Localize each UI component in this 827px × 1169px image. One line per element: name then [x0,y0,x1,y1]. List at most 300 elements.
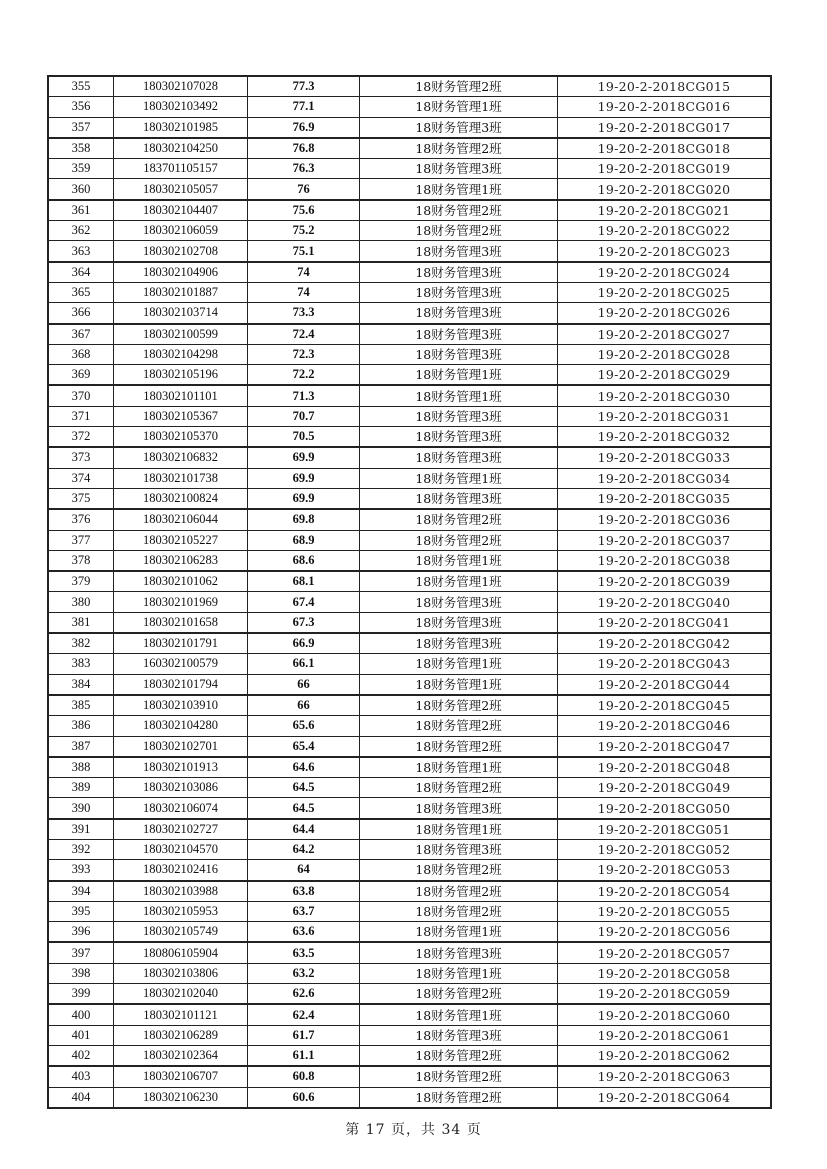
score-cell: 67.3 [248,612,360,633]
score-cell: 63.2 [248,963,360,983]
score-cell: 72.2 [248,365,360,386]
class-name-cell: 18财务管理3班 [360,159,558,179]
table-row [48,385,771,406]
class-name-cell: 18财务管理1班 [360,757,558,778]
score-cell: 64.4 [248,819,360,840]
student-id-cell: 180302105057 [114,179,248,200]
class-name-cell: 18财务管理2班 [360,509,558,530]
table-row [48,778,771,798]
score-cell: 77.3 [248,76,360,97]
class-name-cell: 18财务管理1班 [360,468,558,488]
class-name-cell: 18财务管理3班 [360,282,558,302]
score-cell: 69.8 [248,509,360,530]
student-id-cell: 180302102727 [114,819,248,840]
student-id-cell: 180302103806 [114,963,248,983]
class-name-cell: 18财务管理1班 [360,654,558,674]
row-number-cell: 365 [48,282,114,302]
score-cell: 75.6 [248,200,360,221]
score-cell: 71.3 [248,385,360,406]
score-cell: 76.8 [248,138,360,159]
table-row [48,138,771,159]
table-row [48,76,771,97]
row-number-cell: 382 [48,633,114,654]
record-code-cell: 19-20-2-2018CG016 [558,97,772,117]
student-id-cell: 180302105367 [114,406,248,426]
row-number-cell: 375 [48,488,114,509]
score-cell: 64.5 [248,798,360,819]
score-cell: 63.6 [248,922,360,943]
table-row [48,447,771,468]
score-cell: 61.7 [248,1025,360,1045]
row-number-cell: 379 [48,571,114,592]
row-number-cell: 360 [48,179,114,200]
class-name-cell: 18财务管理1班 [360,550,558,571]
student-id-cell: 180302103492 [114,97,248,117]
row-number-cell: 374 [48,468,114,488]
table-row [48,324,771,345]
student-id-cell: 180806105904 [114,942,248,963]
row-number-cell: 363 [48,241,114,262]
row-number-cell: 385 [48,695,114,716]
score-cell: 61.1 [248,1045,360,1066]
table-row [48,736,771,757]
score-cell: 75.2 [248,221,360,241]
class-name-cell: 18财务管理3班 [360,592,558,612]
row-number-cell: 367 [48,324,114,345]
student-id-cell: 180302101985 [114,117,248,138]
record-code-cell: 19-20-2-2018CG044 [558,674,772,695]
table-row [48,757,771,778]
table-row [48,344,771,364]
score-cell: 64.5 [248,778,360,798]
row-number-cell: 371 [48,406,114,426]
row-number-cell: 369 [48,365,114,386]
student-id-cell: 183701105157 [114,159,248,179]
class-name-cell: 18财务管理3班 [360,117,558,138]
table-row [48,200,771,221]
table-row [48,1066,771,1087]
score-cell: 68.6 [248,550,360,571]
class-name-cell: 18财务管理1班 [360,819,558,840]
table-row [48,901,771,921]
row-number-cell: 366 [48,303,114,324]
record-code-cell: 19-20-2-2018CG034 [558,468,772,488]
row-number-cell: 391 [48,819,114,840]
score-cell: 70.7 [248,406,360,426]
student-id-cell: 180302105953 [114,901,248,921]
class-name-cell: 18财务管理2班 [360,778,558,798]
class-name-cell: 18财务管理2班 [360,1066,558,1087]
row-number-cell: 380 [48,592,114,612]
table-row [48,942,771,963]
record-code-cell: 19-20-2-2018CG055 [558,901,772,921]
record-code-cell: 19-20-2-2018CG051 [558,819,772,840]
student-id-cell: 180302104570 [114,839,248,859]
score-cell: 70.5 [248,427,360,448]
page-number-footer: 第 17 页，共 34 页 [345,1122,482,1138]
student-id-cell: 180302105749 [114,922,248,943]
student-id-cell: 180302105370 [114,427,248,448]
row-number-cell: 357 [48,117,114,138]
row-number-cell: 384 [48,674,114,695]
student-id-cell: 180302104280 [114,716,248,736]
student-id-cell: 180302101887 [114,282,248,302]
table-row [48,241,771,262]
student-id-cell: 180302103714 [114,303,248,324]
record-code-cell: 19-20-2-2018CG040 [558,592,772,612]
row-number-cell: 377 [48,530,114,550]
row-number-cell: 389 [48,778,114,798]
table-row [48,798,771,819]
record-code-cell: 19-20-2-2018CG028 [558,344,772,364]
score-cell: 73.3 [248,303,360,324]
record-code-cell: 19-20-2-2018CG022 [558,221,772,241]
score-cell: 69.9 [248,488,360,509]
score-cell: 72.3 [248,344,360,364]
table-row [48,159,771,179]
score-cell: 66.1 [248,654,360,674]
table-row [48,654,771,674]
student-id-cell: 180302103988 [114,881,248,902]
class-name-cell: 18财务管理3班 [360,241,558,262]
score-cell: 66 [248,695,360,716]
score-cell: 67.4 [248,592,360,612]
student-id-cell: 180302105196 [114,365,248,386]
student-id-cell: 180302102364 [114,1045,248,1066]
row-number-cell: 402 [48,1045,114,1066]
score-cell: 64.6 [248,757,360,778]
record-code-cell: 19-20-2-2018CG061 [558,1025,772,1045]
student-id-cell: 180302106832 [114,447,248,468]
class-name-cell: 18财务管理2班 [360,984,558,1005]
table-row [48,674,771,695]
row-number-cell: 355 [48,76,114,97]
table-row [48,633,771,654]
student-id-cell: 180302102708 [114,241,248,262]
class-name-cell: 18财务管理3班 [360,324,558,345]
table-row [48,922,771,943]
student-id-cell: 180302101791 [114,633,248,654]
class-name-cell: 18财务管理3班 [360,1025,558,1045]
row-number-cell: 393 [48,860,114,881]
class-name-cell: 18财务管理2班 [360,221,558,241]
student-id-cell: 180302106059 [114,221,248,241]
score-cell: 63.7 [248,901,360,921]
class-name-cell: 18财务管理3班 [360,942,558,963]
student-id-cell: 180302106283 [114,550,248,571]
record-code-cell: 19-20-2-2018CG042 [558,633,772,654]
record-code-cell: 19-20-2-2018CG020 [558,179,772,200]
table-row [48,509,771,530]
score-cell: 65.6 [248,716,360,736]
class-name-cell: 18财务管理1班 [360,674,558,695]
row-number-cell: 356 [48,97,114,117]
class-name-cell: 18财务管理2班 [360,901,558,921]
record-code-cell: 19-20-2-2018CG045 [558,695,772,716]
student-id-cell: 180302101121 [114,1004,248,1025]
table-row [48,1004,771,1025]
record-code-cell: 19-20-2-2018CG026 [558,303,772,324]
record-code-cell: 19-20-2-2018CG015 [558,76,772,97]
row-number-cell: 362 [48,221,114,241]
record-code-cell: 19-20-2-2018CG060 [558,1004,772,1025]
table-row [48,592,771,612]
table-row [48,1025,771,1045]
student-id-cell: 180302100599 [114,324,248,345]
class-name-cell: 18财务管理1班 [360,365,558,386]
score-cell: 62.6 [248,984,360,1005]
score-cell: 77.1 [248,97,360,117]
class-name-cell: 18财务管理3班 [360,344,558,364]
table-row [48,695,771,716]
student-id-cell: 180302101969 [114,592,248,612]
table-row [48,303,771,324]
record-code-cell: 19-20-2-2018CG053 [558,860,772,881]
row-number-cell: 373 [48,447,114,468]
score-cell: 62.4 [248,1004,360,1025]
table-row [48,488,771,509]
record-code-cell: 19-20-2-2018CG057 [558,942,772,963]
class-name-cell: 18财务管理3班 [360,488,558,509]
score-table [47,75,772,1109]
record-code-cell: 19-20-2-2018CG029 [558,365,772,386]
record-code-cell: 19-20-2-2018CG039 [558,571,772,592]
score-cell: 72.4 [248,324,360,345]
row-number-cell: 368 [48,344,114,364]
class-name-cell: 18财务管理3班 [360,303,558,324]
record-code-cell: 19-20-2-2018CG046 [558,716,772,736]
table-row [48,530,771,550]
row-number-cell: 376 [48,509,114,530]
score-cell: 68.1 [248,571,360,592]
student-id-cell: 180302102416 [114,860,248,881]
score-cell: 66 [248,674,360,695]
record-code-cell: 19-20-2-2018CG062 [558,1045,772,1066]
student-id-cell: 180302106230 [114,1087,248,1108]
record-code-cell: 19-20-2-2018CG021 [558,200,772,221]
row-number-cell: 361 [48,200,114,221]
row-number-cell: 387 [48,736,114,757]
student-id-cell: 180302106074 [114,798,248,819]
score-cell: 60.6 [248,1087,360,1108]
row-number-cell: 397 [48,942,114,963]
record-code-cell: 19-20-2-2018CG027 [558,324,772,345]
class-name-cell: 18财务管理1班 [360,571,558,592]
row-number-cell: 400 [48,1004,114,1025]
student-id-cell: 180302101738 [114,468,248,488]
record-code-cell: 19-20-2-2018CG036 [558,509,772,530]
row-number-cell: 401 [48,1025,114,1045]
table-row [48,716,771,736]
row-number-cell: 372 [48,427,114,448]
class-name-cell: 18财务管理2班 [360,138,558,159]
student-id-cell: 160302100579 [114,654,248,674]
student-id-cell: 180302103910 [114,695,248,716]
score-cell: 63.5 [248,942,360,963]
student-id-cell: 180302101794 [114,674,248,695]
student-id-cell: 180302101062 [114,571,248,592]
student-id-cell: 180302100824 [114,488,248,509]
student-id-cell: 180302101913 [114,757,248,778]
row-number-cell: 378 [48,550,114,571]
row-number-cell: 395 [48,901,114,921]
record-code-cell: 19-20-2-2018CG019 [558,159,772,179]
class-name-cell: 18财务管理3班 [360,427,558,448]
record-code-cell: 19-20-2-2018CG064 [558,1087,772,1108]
record-code-cell: 19-20-2-2018CG024 [558,262,772,283]
table-row [48,1087,771,1108]
student-id-cell: 180302102040 [114,984,248,1005]
class-name-cell: 18财务管理3班 [360,406,558,426]
record-code-cell: 19-20-2-2018CG038 [558,550,772,571]
table-row [48,365,771,386]
student-id-cell: 180302106289 [114,1025,248,1045]
score-cell: 76 [248,179,360,200]
class-name-cell: 18财务管理1班 [360,1004,558,1025]
table-row [48,262,771,283]
score-cell: 60.8 [248,1066,360,1087]
class-name-cell: 18财务管理3班 [360,798,558,819]
row-number-cell: 359 [48,159,114,179]
record-code-cell: 19-20-2-2018CG052 [558,839,772,859]
class-name-cell: 18财务管理3班 [360,839,558,859]
row-number-cell: 358 [48,138,114,159]
table-row [48,860,771,881]
record-code-cell: 19-20-2-2018CG037 [558,530,772,550]
record-code-cell: 19-20-2-2018CG059 [558,984,772,1005]
table-row [48,550,771,571]
class-name-cell: 18财务管理2班 [360,695,558,716]
row-number-cell: 388 [48,757,114,778]
student-id-cell: 180302101101 [114,385,248,406]
student-id-cell: 180302104298 [114,344,248,364]
class-name-cell: 18财务管理3班 [360,262,558,283]
score-cell: 66.9 [248,633,360,654]
class-name-cell: 18财务管理1班 [360,963,558,983]
class-name-cell: 18财务管理2班 [360,736,558,757]
student-id-cell: 180302105227 [114,530,248,550]
row-number-cell: 381 [48,612,114,633]
table-row [48,881,771,902]
student-id-cell: 180302104250 [114,138,248,159]
table-row [48,427,771,448]
class-name-cell: 18财务管理2班 [360,1087,558,1108]
class-name-cell: 18财务管理1班 [360,97,558,117]
class-name-cell: 18财务管理3班 [360,612,558,633]
record-code-cell: 19-20-2-2018CG063 [558,1066,772,1087]
record-code-cell: 19-20-2-2018CG056 [558,922,772,943]
class-name-cell: 18财务管理3班 [360,447,558,468]
row-number-cell: 364 [48,262,114,283]
score-cell: 69.9 [248,468,360,488]
table-row [48,406,771,426]
record-code-cell: 19-20-2-2018CG025 [558,282,772,302]
record-code-cell: 19-20-2-2018CG023 [558,241,772,262]
score-cell: 64 [248,860,360,881]
record-code-cell: 19-20-2-2018CG018 [558,138,772,159]
student-id-cell: 180302102701 [114,736,248,757]
class-name-cell: 18财务管理2班 [360,76,558,97]
class-name-cell: 18财务管理3班 [360,633,558,654]
table-row [48,819,771,840]
table-row [48,984,771,1005]
class-name-cell: 18财务管理2班 [360,881,558,902]
record-code-cell: 19-20-2-2018CG043 [558,654,772,674]
score-cell: 76.3 [248,159,360,179]
record-code-cell: 19-20-2-2018CG041 [558,612,772,633]
class-name-cell: 18财务管理1班 [360,385,558,406]
table-row [48,282,771,302]
row-number-cell: 398 [48,963,114,983]
score-cell: 75.1 [248,241,360,262]
row-number-cell: 370 [48,385,114,406]
table-row [48,117,771,138]
record-code-cell: 19-20-2-2018CG050 [558,798,772,819]
class-name-cell: 18财务管理2班 [360,1045,558,1066]
class-name-cell: 18财务管理2班 [360,716,558,736]
row-number-cell: 396 [48,922,114,943]
row-number-cell: 394 [48,881,114,902]
record-code-cell: 19-20-2-2018CG030 [558,385,772,406]
student-id-cell: 180302104407 [114,200,248,221]
score-cell: 65.4 [248,736,360,757]
score-cell: 64.2 [248,839,360,859]
score-cell: 68.9 [248,530,360,550]
record-code-cell: 19-20-2-2018CG048 [558,757,772,778]
record-code-cell: 19-20-2-2018CG031 [558,406,772,426]
student-id-cell: 180302106044 [114,509,248,530]
table-row [48,571,771,592]
record-code-cell: 19-20-2-2018CG054 [558,881,772,902]
class-name-cell: 18财务管理2班 [360,860,558,881]
table-row [48,612,771,633]
record-code-cell: 19-20-2-2018CG033 [558,447,772,468]
student-id-cell: 180302103086 [114,778,248,798]
row-number-cell: 386 [48,716,114,736]
class-name-cell: 18财务管理2班 [360,200,558,221]
class-name-cell: 18财务管理1班 [360,922,558,943]
record-code-cell: 19-20-2-2018CG049 [558,778,772,798]
table-row [48,839,771,859]
table-row [48,97,771,117]
row-number-cell: 399 [48,984,114,1005]
row-number-cell: 392 [48,839,114,859]
row-number-cell: 404 [48,1087,114,1108]
table-row [48,468,771,488]
table-row [48,179,771,200]
class-name-cell: 18财务管理1班 [360,179,558,200]
score-cell: 74 [248,262,360,283]
score-cell: 76.9 [248,117,360,138]
record-code-cell: 19-20-2-2018CG032 [558,427,772,448]
score-table-body [48,76,771,1108]
score-cell: 69.9 [248,447,360,468]
student-id-cell: 180302106707 [114,1066,248,1087]
student-id-cell: 180302104906 [114,262,248,283]
class-name-cell: 18财务管理2班 [360,530,558,550]
row-number-cell: 390 [48,798,114,819]
table-row [48,963,771,983]
record-code-cell: 19-20-2-2018CG047 [558,736,772,757]
row-number-cell: 403 [48,1066,114,1087]
table-row [48,1045,771,1066]
record-code-cell: 19-20-2-2018CG017 [558,117,772,138]
student-id-cell: 180302101658 [114,612,248,633]
row-number-cell: 383 [48,654,114,674]
student-id-cell: 180302107028 [114,76,248,97]
table-row [48,221,771,241]
score-cell: 63.8 [248,881,360,902]
